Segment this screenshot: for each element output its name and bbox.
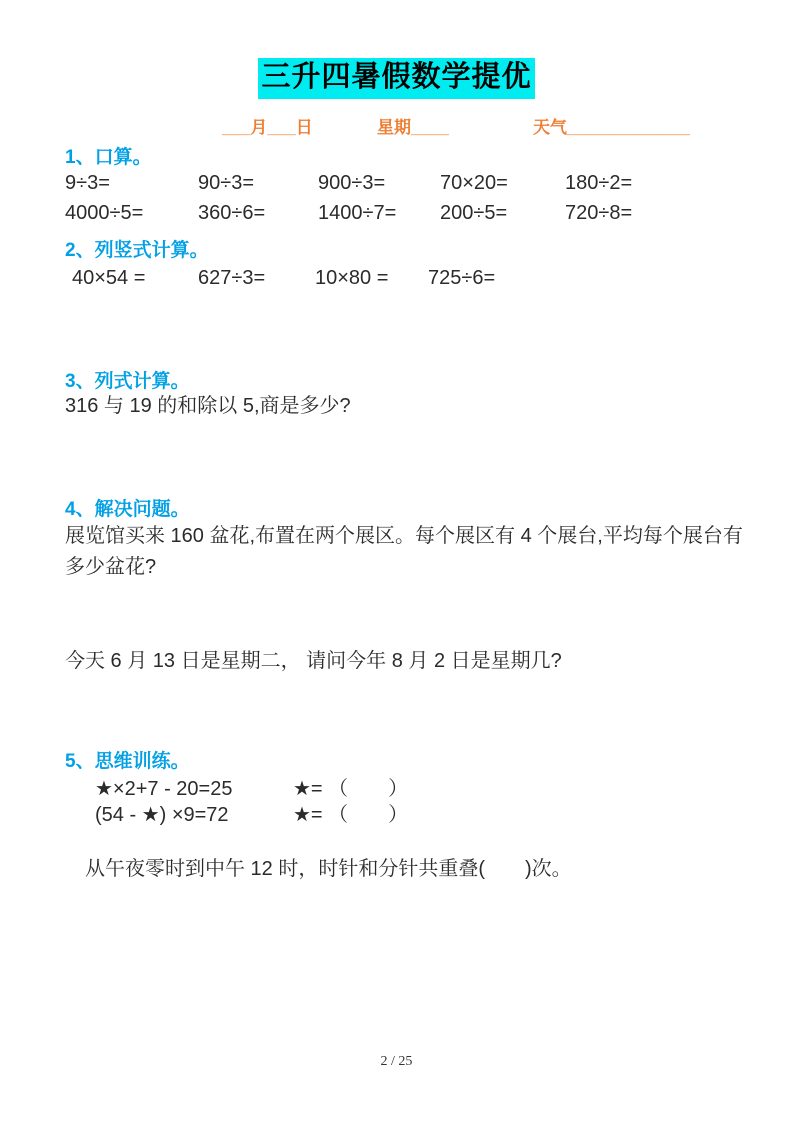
oral-problem: 900÷3= [318, 172, 386, 194]
page-title: 三升四暑假数学提优 [258, 58, 534, 99]
oral-problem: 70×20= [440, 172, 508, 194]
section-1-heading: 1、口算。 [65, 147, 152, 168]
oral-problem: 1400÷7= [318, 202, 397, 224]
page-number: 2 / 25 [380, 1054, 413, 1069]
equation-expression: (54 - ★) ×9=72 [95, 804, 229, 826]
clock-overlap-problem: 从午夜零时到中午 12 时，时针和分针共重叠( )次。 [85, 858, 572, 880]
date-weather-blank: 天气_____________ [533, 118, 690, 137]
written-problem: 10×80 = [315, 267, 389, 289]
oral-problem: 720÷8= [565, 202, 633, 224]
section-3-heading: 3、列式计算。 [65, 371, 190, 392]
section-2-heading: 2、列竖式计算。 [65, 240, 209, 261]
equation-answer-blank: ★= （ ） [293, 804, 409, 826]
section-4-problem-2: 今天 6 月 13 日是星期二， 请问今年 8 月 2 日是星期几? [65, 650, 562, 672]
star-equation-row [95, 776, 408, 802]
written-problem: 725÷6= [428, 267, 496, 289]
equation-expression: ★×2+7 - 20=25 [95, 778, 233, 800]
star-equations [95, 776, 408, 828]
oral-problem: 90÷3= [198, 172, 255, 194]
section-4-heading: 4、解决问题。 [65, 499, 190, 520]
equation-answer-blank: ★= （ ） [293, 778, 409, 800]
date-weekday-blank: 星期____ [377, 118, 449, 137]
oral-problems-grid [65, 172, 632, 232]
star-equation-row [95, 802, 408, 828]
oral-problem: 9÷3= [65, 172, 110, 194]
oral-problem: 360÷6= [198, 202, 266, 224]
written-problems-row [72, 267, 495, 290]
date-line [0, 113, 793, 137]
section-3-problem: 316 与 19 的和除以 5,商是多少? [65, 395, 351, 417]
oral-problem: 4000÷5= [65, 202, 144, 224]
section-5-heading: 5、思维训练。 [65, 751, 190, 772]
oral-problem: 180÷2= [565, 172, 633, 194]
section-4-problem-1: 展览馆买来 160 盆花,布置在两个展区。每个展区有 4 个展台,平均每个展台有多少盆花? [65, 525, 743, 578]
written-problem: 627÷3= [198, 267, 266, 289]
title-row [0, 58, 793, 99]
date-month-day-blank: ___月___日 [222, 118, 313, 137]
written-problem: 40×54 = [72, 267, 146, 289]
oral-problem: 200÷5= [440, 202, 508, 224]
